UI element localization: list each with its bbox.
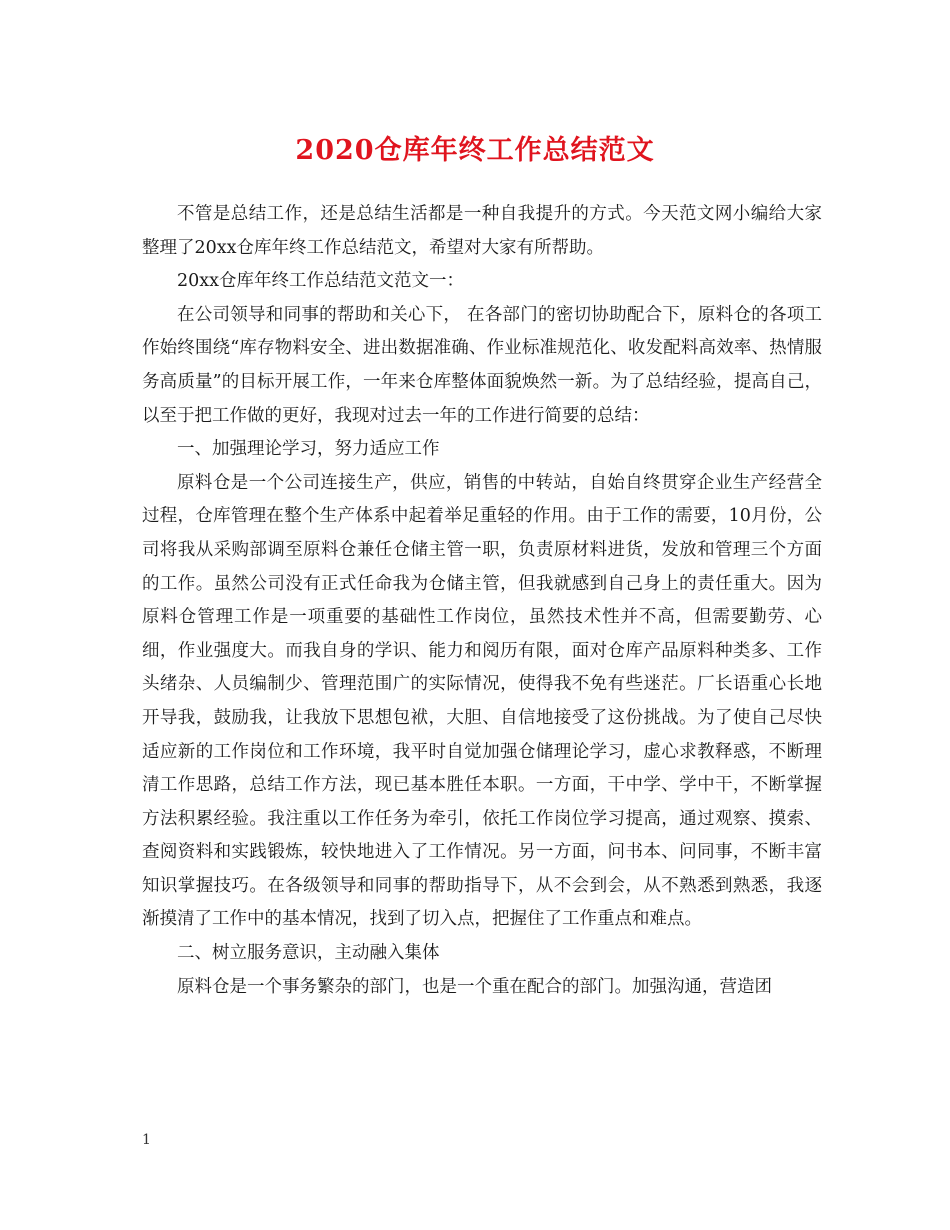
page-number: 1 — [142, 1132, 151, 1148]
document-body — [142, 198, 822, 1004]
section-heading-1: 一、加强理论学习，努力适应工作 — [177, 439, 440, 460]
body-paragraph: 原料仓是一个公司连接生产，供应，销售的中转站，自始自终贯穿企业生产经营全过程，仓库管理在整个生产体系中起着举足重轻的作用。由于工作的需要，10月份，公司将我从采购部调至原料仓兼任仓储主管一职，负责原材料进货，发放和管理三个方面的工作。虽然公司没有正式任命我为仓储主管，但我就感到自己身上的责任重大。因为原料仓管理工作是一项重要的基础性工作岗位，虽然技术性并不高，但需要勤劳、心细，作业强度大。而我自身的学识、能力和阅历有限，面对仓库产品原料种类多、工作头绪杂、人员编制少、管理范围广的实际情况，使得我不免有些迷茫。厂长语重心长地开导我，鼓励我，让我放下思想包袱，大胆、自信地接受了这份挑战。为了使自己尽快适应新的工作岗位和工作环境，我平时自觉加强仓储理论学习，虚心求教释惑，不断理清工作思路，总结工作方法，现已基本胜任本职。一方面，干中学、学中干，不断掌握方法积累经验。我注重以工作任务为牵引，依托工作岗位学习提高，通过观察、摸索、查阅资料和实践锻炼，较快地进入了工作情况。另一方面，问书本、问同事，不断丰富知识掌握技巧。在各级领导和同事的帮助指导下，从不会到会，从不熟悉到熟悉，我逐渐摸清了工作中的基本情况，找到了切入点，把握住了工作重点和难点。 — [142, 472, 822, 930]
body-paragraph: 原料仓是一个事务繁杂的部门，也是一个重在配合的部门。加强沟通，营造团 — [177, 976, 772, 997]
body-paragraph: 在公司领导和同事的帮助和关心下， 在各部门的密切协助配合下，原料仓的各项工作始终围绕“库存物料安全、进出数据准确、作业标准规范化、收发配料高效率、热情服务高质量”的目标开展工作，一年来仓库整体面貌焕然一新。为了总结经验，提高自己，以至于把工作做的更好，我现对过去一年的工作进行简要的总结： — [142, 304, 822, 426]
section-heading-2: 二、树立服务意识，主动融入集体 — [177, 943, 440, 964]
document-title: 2020仓库年终工作总结范文 — [295, 135, 655, 166]
intro-paragraph: 不管是总结工作，还是总结生活都是一种自我提升的方式。今天范文网小编给大家整理了20xx仓库年终工作总结范文，希望对大家有所帮助。 — [142, 204, 822, 258]
section-subtitle: 20xx仓库年终工作总结范文范文一： — [177, 271, 465, 292]
